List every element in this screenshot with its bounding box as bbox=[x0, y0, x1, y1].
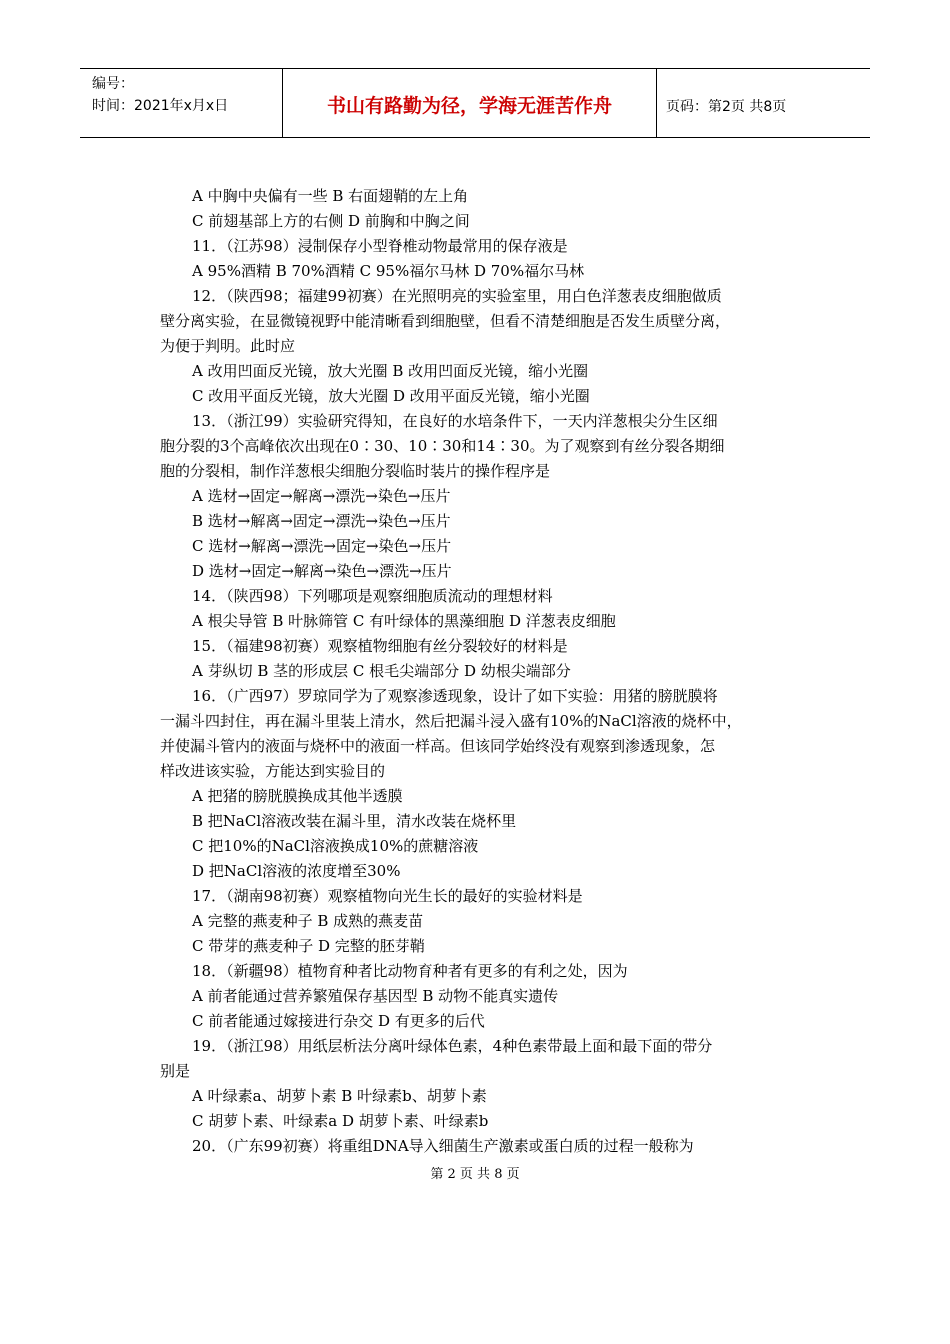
text-line: C 带芽的燕麦种子 D 完整的胚芽鞘 bbox=[192, 937, 425, 955]
text-line: A 完整的燕麦种子 B 成熟的燕麦苗 bbox=[192, 912, 424, 930]
text-line: 18．（新疆98）植物育种者比动物育种者有更多的有利之处，因为 bbox=[192, 962, 628, 980]
page-header bbox=[80, 68, 870, 138]
text-line: C 选材→解离→漂洗→固定→染色→压片 bbox=[192, 537, 452, 555]
text-line: 别是 bbox=[160, 1062, 191, 1080]
text-line: D 选材→固定→解离→染色→漂洗→压片 bbox=[192, 562, 452, 580]
text-line: A 选材→固定→解离→漂洗→染色→压片 bbox=[192, 487, 451, 505]
text-line: B 选材→解离→固定→漂洗→染色→压片 bbox=[192, 512, 451, 530]
text-line: C 胡萝卜素、叶绿素a D 胡萝卜素、叶绿素b bbox=[192, 1112, 489, 1130]
text-line: 20．（广东99初赛）将重组DNA导入细菌生产激素或蛋白质的过程一般称为 bbox=[192, 1137, 694, 1155]
text-line: 17．（湖南98初赛）观察植物向光生长的最好的实验材料是 bbox=[192, 887, 583, 905]
text-line: 19．（浙江98）用纸层析法分离叶绿体色素，4种色素带最上面和最下面的带分 bbox=[192, 1037, 713, 1055]
text-line: A 把猪的膀胱膜换成其他半透膜 bbox=[192, 787, 403, 805]
page-info: 页码：第2页 共8页 bbox=[666, 99, 787, 115]
page-footer: 第 2 页 共 8 页 bbox=[430, 1167, 520, 1182]
text-line: 11．（江苏98）浸制保存小型脊椎动物最常用的保存液是 bbox=[192, 237, 568, 255]
text-line: 并使漏斗管内的液面与烧杯中的液面一样高。但该同学始终没有观察到渗透现象，怎 bbox=[160, 737, 716, 755]
text-line: C 前翅基部上方的右侧 D 前胸和中胸之间 bbox=[192, 212, 470, 230]
text-line: C 改用平面反光镜，放大光圈 D 改用平面反光镜，缩小光圈 bbox=[192, 387, 590, 405]
text-line: A 芽纵切 B 茎的形成层 C 根毛尖端部分 D 幼根尖端部分 bbox=[192, 662, 571, 680]
text-line: 壁分离实验，在显微镜视野中能清晰看到细胞壁，但看不清楚细胞是否发生质壁分离， bbox=[160, 312, 731, 330]
header-motto-cell bbox=[282, 69, 657, 137]
text-line: A 95%酒精 B 70%酒精 C 95%福尔马林 D 70%福尔马林 bbox=[192, 262, 585, 280]
time-label: 时间：2021年x月x日 bbox=[92, 98, 229, 114]
header-right-cell bbox=[656, 69, 870, 137]
text-line: 16．（广西97）罗琼同学为了观察渗透现象，设计了如下实验：用猪的膀胱膜将 bbox=[192, 687, 718, 705]
text-line: A 中胸中央偏有一些 B 右面翅鞘的左上角 bbox=[192, 187, 469, 205]
text-line: D 把NaCl溶液的浓度增至30% bbox=[192, 862, 401, 880]
text-line: 14．（陕西98）下列哪项是观察细胞质流动的理想材料 bbox=[192, 587, 553, 605]
number-label: 编号： bbox=[92, 76, 134, 92]
text-line: A 改用凹面反光镜，放大光圈 B 改用凹面反光镜，缩小光圈 bbox=[192, 362, 589, 380]
text-line: 胞的分裂相，制作洋葱根尖细胞分裂临时装片的操作程序是 bbox=[160, 462, 551, 480]
text-line: C 前者能通过嫁接进行杂交 D 有更多的后代 bbox=[192, 1012, 485, 1030]
text-line: 一漏斗四封住，再在漏斗里装上清水，然后把漏斗浸入盛有10%的NaCl溶液的烧杯中， bbox=[160, 712, 742, 730]
text-line: 样改进该实验，方能达到实验目的 bbox=[160, 762, 386, 780]
text-line: 12．（陕西98；福建99初赛）在光照明亮的实验室里，用白色洋葱表皮细胞做质 bbox=[192, 287, 722, 305]
motto-text: 书山有路勤为径，学海无涯苦作舟 bbox=[326, 95, 612, 117]
text-line: A 根尖导管 B 叶脉筛管 C 有叶绿体的黑藻细胞 D 洋葱表皮细胞 bbox=[192, 612, 616, 630]
text-line: 胞分裂的3个高峰依次出现在0∶30、10∶30和14∶30。为了观察到有丝分裂各期细 bbox=[160, 437, 725, 455]
header-left-cell bbox=[80, 69, 282, 137]
text-line: 为便于判明。此时应 bbox=[160, 337, 296, 355]
text-line: 15．（福建98初赛）观察植物细胞有丝分裂较好的材料是 bbox=[192, 637, 568, 655]
text-line: C 把10%的NaCl溶液换成10%的蔗糖溶液 bbox=[192, 837, 479, 855]
text-line: A 叶绿素a、胡萝卜素 B 叶绿素b、胡萝卜素 bbox=[192, 1087, 487, 1105]
text-line: A 前者能通过营养繁殖保存基因型 B 动物不能真实遗传 bbox=[192, 987, 559, 1005]
text-line: 13．（浙江99）实验研究得知，在良好的水培条件下，一天内洋葱根尖分生区细 bbox=[192, 412, 718, 430]
text-line: B 把NaCl溶液改装在漏斗里，清水改装在烧杯里 bbox=[192, 812, 517, 830]
